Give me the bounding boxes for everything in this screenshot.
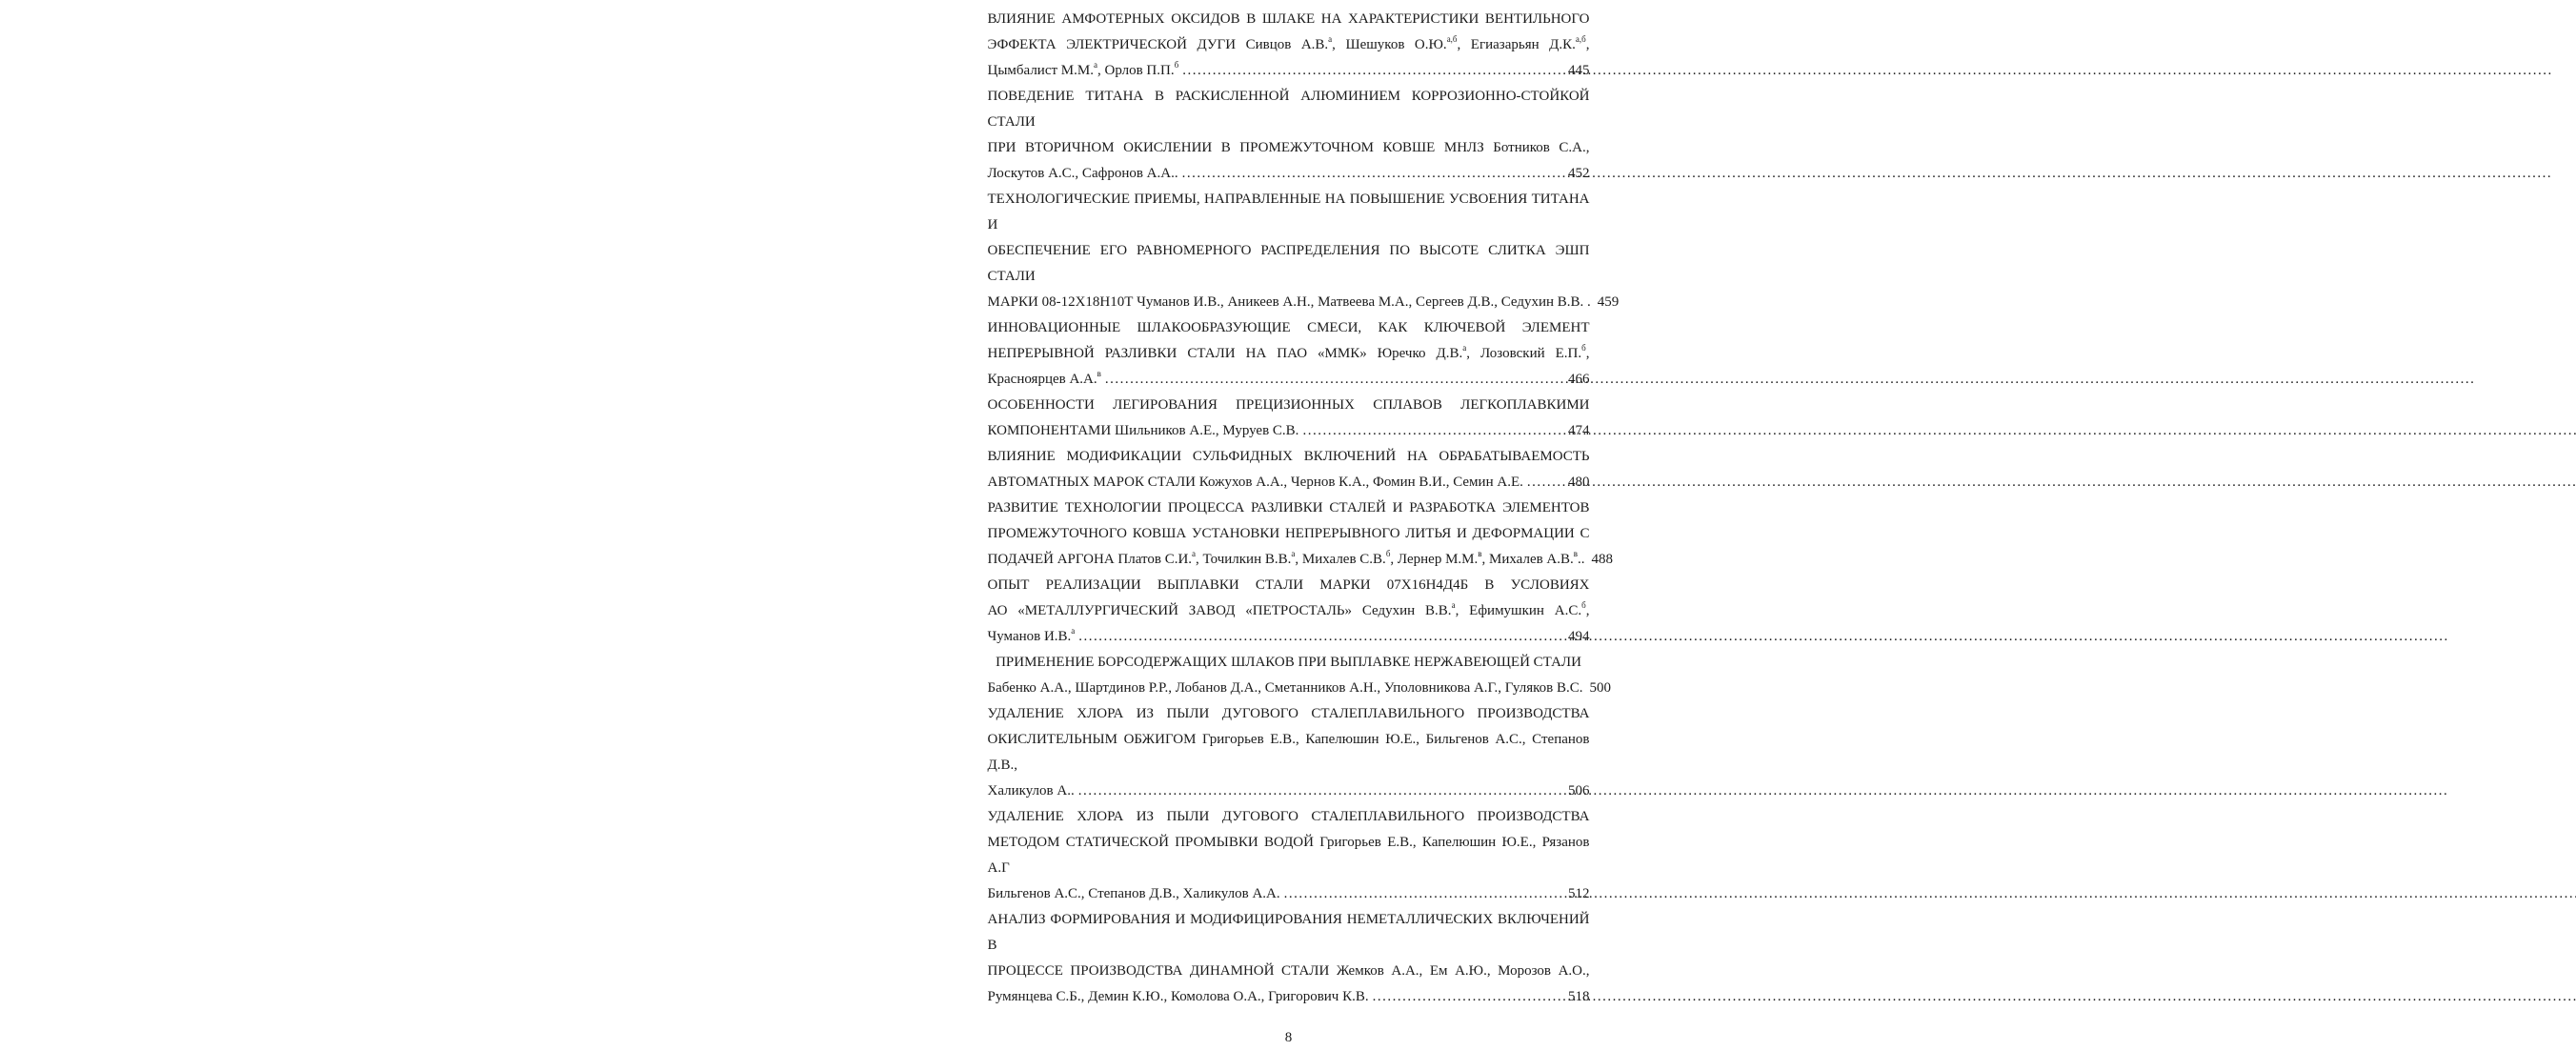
toc-entry-text: Красноярцев А.А.$^в$ [987, 369, 1101, 387]
toc-entry-text: Цымбалист М.М.$^а$, Орлов П.П.$^б$ [987, 60, 1179, 78]
toc-entry-line: НЕПРЕРЫВНОЙ РАЗЛИВКИ СТАЛИ НА ПАО «ММК» Юречко Д.В.$^а$, Лозовский Е.П.$^б$, [987, 343, 1590, 361]
toc-entry-text: АВТОМАТНЫХ МАРОК СТАЛИ Кожухов А.А., Чернов К.А., Фомин В.И., Семин А.Е. [987, 475, 1523, 490]
toc-entry-line: ИННОВАЦИОННЫЕ ШЛАКООБРАЗУЮЩИЕ СМЕСИ, КАК КЛЮЧЕВОЙ ЭЛЕМЕНТ [987, 320, 1590, 335]
toc-entry-line: ОСОБЕННОСТИ ЛЕГИРОВАНИЯ ПРЕЦИЗИОННЫХ СПЛАВОВ ЛЕГКОПЛАВКИМИ [987, 397, 1590, 413]
toc-entry-last-line [988, 418, 1590, 444]
toc-entry-line: ПОВЕДЕНИЕ ТИТАНА В РАСКИСЛЕННОЙ АЛЮМИНИЕМ КОРРОЗИОННО-СТОЙКОЙ СТАЛИ [987, 89, 1590, 130]
toc-entry [988, 444, 1590, 495]
toc-entry-line: УДАЛЕНИЕ ХЛОРА ИЗ ПЫЛИ ДУГОВОГО СТАЛЕПЛАВИЛЬНОГО ПРОИЗВОДСТВА [987, 809, 1590, 824]
toc-entry-line: ОКИСЛИТЕЛЬНЫМ ОБЖИГОМ Григорьев Е.В., Капелюшин Ю.Е., Бильгенов А.С., Степанов Д.В., [987, 732, 1590, 773]
toc-entry-last-line [987, 676, 1611, 701]
toc-entry-last-line [988, 624, 1590, 650]
toc-entry-line: УДАЛЕНИЕ ХЛОРА ИЗ ПЫЛИ ДУГОВОГО СТАЛЕПЛАВИЛЬНОГО ПРОИЗВОДСТВА [987, 706, 1590, 721]
toc-dot-leader [1105, 367, 1565, 393]
toc-page-number: 494 [1568, 629, 1590, 644]
toc-entry-text: Румянцева С.Б., Демин К.Ю., Комолова О.А., Григорович К.В. [987, 989, 1369, 1004]
toc-page-number: 506 [1568, 783, 1590, 798]
toc-dot-leader [1078, 778, 1565, 804]
toc-entry-text: КОМПОНЕНТАМИ Шильников А.Е., Муруев С.В. [987, 423, 1299, 438]
toc-entry-line: ПРИМЕНЕНИЕ БОРСОДЕРЖАЩИХ ШЛАКОВ ПРИ ВЫПЛАВКЕ НЕРЖАВЕЮЩЕЙ СТАЛИ [996, 655, 1581, 670]
toc-entry-last-line [988, 881, 1590, 907]
toc-entry-line: ВЛИЯНИЕ МОДИФИКАЦИИ СУЛЬФИДНЫХ ВКЛЮЧЕНИЙ НА ОБРАБАТЫВАЕМОСТЬ [987, 449, 1590, 464]
toc-dot-leader [1527, 470, 1565, 495]
toc-entry-line: РАЗВИТИЕ ТЕХНОЛОГИИ ПРОЦЕССА РАЗЛИВКИ СТАЛЕЙ И РАЗРАБОТКА ЭЛЕМЕНТОВ [987, 500, 1590, 515]
toc-entry-line: ВЛИЯНИЕ АМФОТЕРНЫХ ОКСИДОВ В ШЛАКЕ НА ХАРАКТЕРИСТИКИ ВЕНТИЛЬНОГО [987, 11, 1590, 27]
footer-page-number: 8 [1284, 1030, 1293, 1045]
toc-entry [988, 573, 1590, 650]
toc-page-number: 480 [1568, 475, 1590, 490]
page-footer [988, 1025, 1590, 1051]
toc-page-number: 445 [1568, 63, 1590, 78]
toc-entry [988, 393, 1590, 444]
toc-entry [988, 84, 1590, 187]
toc-entry-last-line [988, 984, 1590, 1010]
toc-entry-last-line [988, 778, 1590, 804]
toc-entry-last-line [987, 547, 1614, 573]
toc-entry-last-line [988, 161, 1590, 187]
toc-page-number: 518 [1568, 989, 1590, 1004]
toc-entry [988, 804, 1590, 907]
table-of-contents [987, 7, 1620, 1010]
toc-entry-line: АО «МЕТАЛЛУРГИЧЕСКИЙ ЗАВОД «ПЕТРОСТАЛЬ» Седухин В.В.$^а$, Ефимушкин А.С.$^б$, [987, 600, 1590, 618]
toc-page-number: 459 [1597, 294, 1620, 310]
toc-entry-line: ОБЕСПЕЧЕНИЕ ЕГО РАВНОМЕРНОГО РАСПРЕДЕЛЕНИЯ ПО ВЫСОТЕ СЛИТКА ЭШП СТАЛИ [987, 243, 1590, 284]
toc-dot-leader [1284, 881, 1565, 907]
toc-entry [988, 701, 1590, 804]
toc-entry [988, 7, 1590, 84]
toc-entry-text: Лоскутов А.С., Сафронов А.А.. [987, 166, 1178, 181]
toc-page-number: 512 [1568, 886, 1590, 901]
toc-entry [988, 907, 1590, 1010]
toc-entry [987, 495, 1614, 573]
toc-entry-line: ОПЫТ РЕАЛИЗАЦИИ ВЫПЛАВКИ СТАЛИ МАРКИ 07Х16Н4Д4Б В УСЛОВИЯХ [987, 577, 1590, 593]
toc-page-number: 488 [1591, 552, 1614, 567]
toc-dot-leader [1182, 58, 1565, 84]
toc-entry [988, 315, 1590, 393]
toc-entry-text: ПОДАЧЕЙ АРГОНА Платов С.И.$^а$, Точилкин В.В.$^а$, Михалев С.В.$^б$, Лернер М.М.$^в$, Михалев А.В.$^в$.. [987, 549, 1585, 567]
toc-page-number: 500 [1589, 680, 1611, 696]
toc-dot-leader [1078, 624, 1565, 650]
toc-dot-leader [1182, 161, 1565, 187]
toc-entry-line: ПРИ ВТОРИЧНОМ ОКИСЛЕНИИ В ПРОМЕЖУТОЧНОМ КОВШЕ МНЛЗ Ботников С.А., [987, 140, 1590, 155]
toc-entry-line: ЭФФЕКТА ЭЛЕКТРИЧЕСКОЙ ДУГИ Сивцов А.В.$^а$, Шешуков О.Ю.$^{а,б}$, Егиазарьян Д.К.$^{а,б}$, [987, 34, 1590, 52]
document-page [965, 0, 1620, 1045]
toc-entry [987, 650, 1611, 701]
toc-page-number: 466 [1568, 372, 1590, 387]
toc-page-number: 452 [1568, 166, 1590, 181]
toc-entry-last-line [988, 470, 1590, 495]
toc-entry-line: ПРОМЕЖУТОЧНОГО КОВША УСТАНОВКИ НЕПРЕРЫВНОГО ЛИТЬЯ И ДЕФОРМАЦИИ С [987, 526, 1590, 541]
toc-page-number: 474 [1568, 423, 1590, 438]
toc-entry-text: Чуманов И.В.$^а$ [987, 626, 1076, 644]
toc-entry-last-line [988, 58, 1590, 84]
toc-entry-last-line [987, 290, 1620, 315]
toc-dot-leader [1302, 418, 1565, 444]
toc-entry-line: ТЕХНОЛОГИЧЕСКИЕ ПРИЕМЫ, НАПРАВЛЕННЫЕ НА ПОВЫШЕНИЕ УСВОЕНИЯ ТИТАНА И [987, 192, 1590, 232]
toc-entry-line: ПРОЦЕССЕ ПРОИЗВОДСТВА ДИНАМНОЙ СТАЛИ Жемков А.А., Ем А.Ю., Морозов А.О., [987, 963, 1590, 979]
toc-entry [987, 187, 1620, 315]
toc-entry-text: Халикулов А.. [987, 783, 1075, 798]
toc-dot-leader [1373, 984, 1565, 1010]
toc-entry-line: АНАЛИЗ ФОРМИРОВАНИЯ И МОДИФИЦИРОВАНИЯ НЕМЕТАЛЛИЧЕСКИХ ВКЛЮЧЕНИЙ В [987, 912, 1590, 953]
toc-entry-text: Бабенко А.А., Шартдинов Р.Р., Лобанов Д.А., Сметанников А.Н., Уполовникова А.Г., Гуляков В.С. [987, 680, 1583, 696]
toc-entry-text: Бильгенов А.С., Степанов Д.В., Халикулов А.А. [987, 886, 1280, 901]
toc-entry-last-line [988, 367, 1590, 393]
toc-entry-line: МЕТОДОМ СТАТИЧЕСКОЙ ПРОМЫВКИ ВОДОЙ Григорьев Е.В., Капелюшин Ю.Е., Рязанов А.Г [987, 835, 1590, 876]
toc-entry-text: МАРКИ 08-12Х18Н10Т Чуманов И.В., Аникеев А.Н., Матвеева М.А., Сергеев Д.В., Седухин В.В. . [987, 294, 1591, 310]
